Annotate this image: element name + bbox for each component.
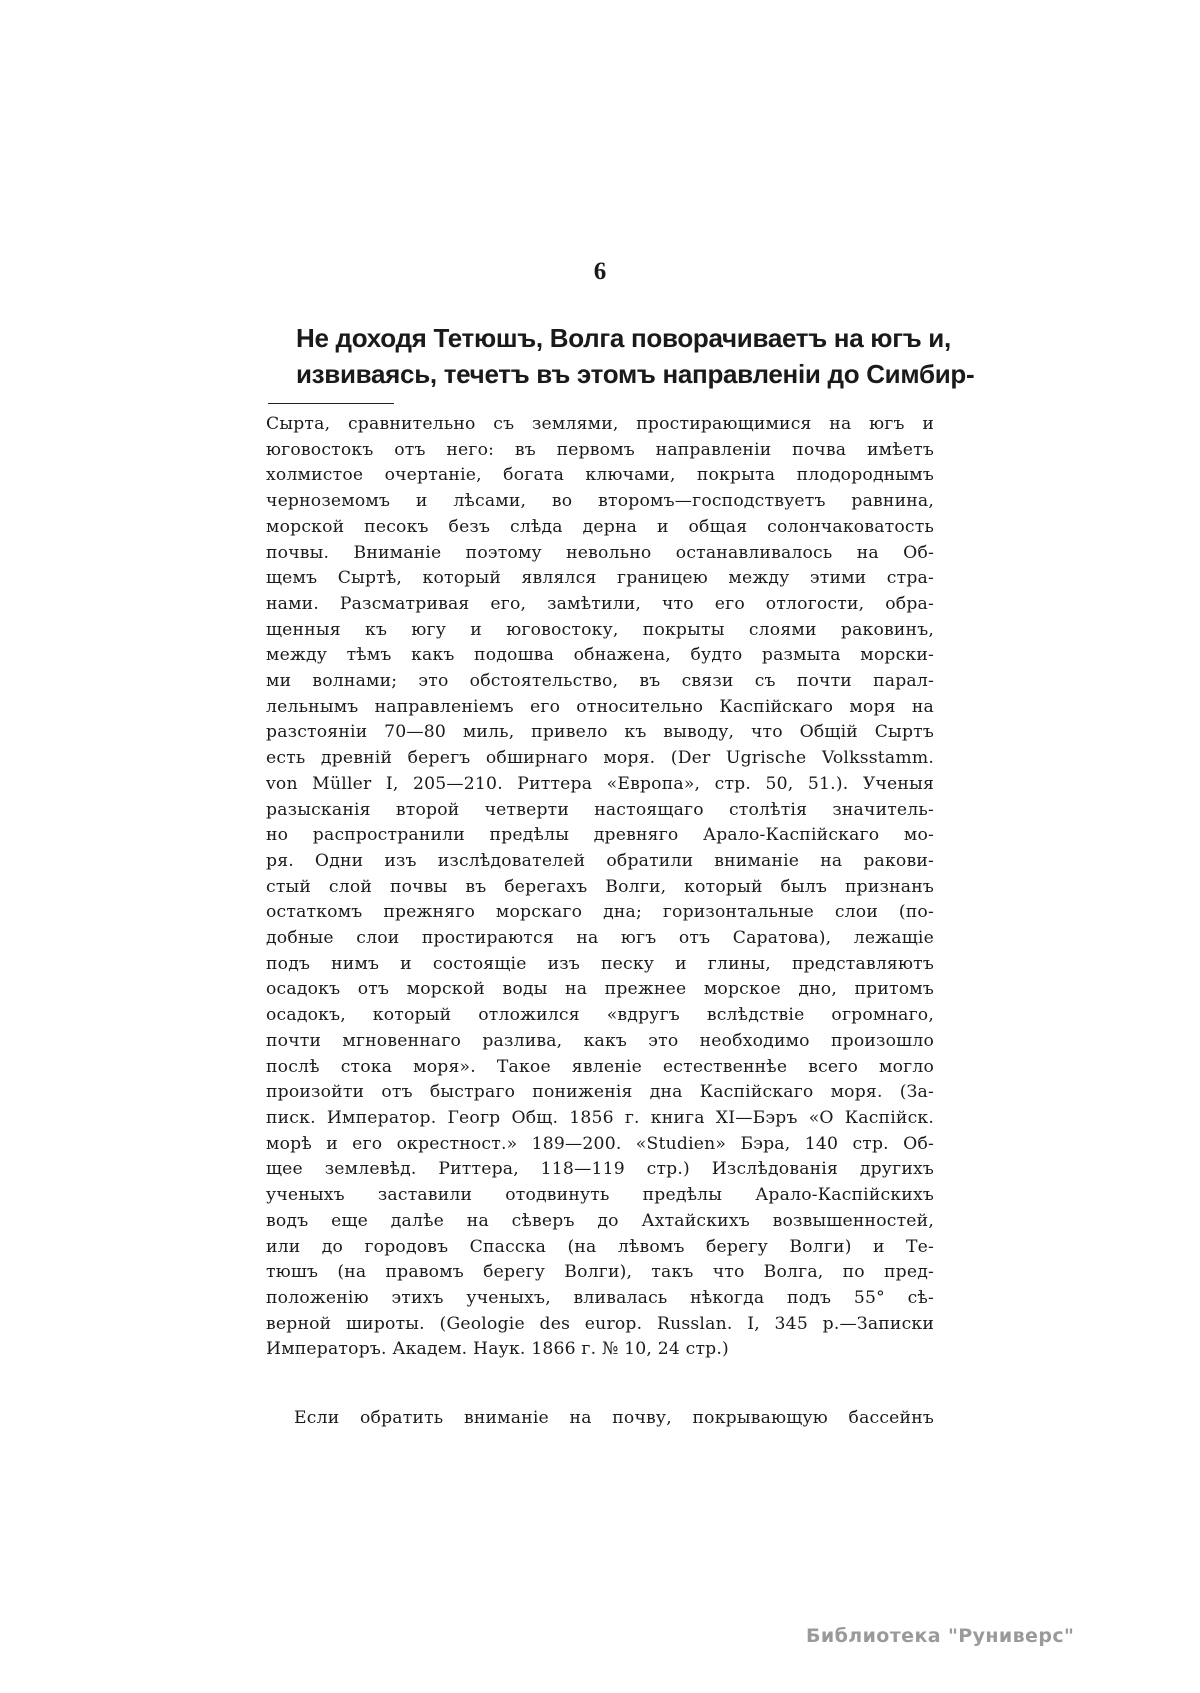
footnote-line: подъ нимъ и состоящіе изъ песку и глины, представляютъ xyxy=(266,953,934,974)
footnote-line: почти мгновеннаго разлива, какъ это необходимо произошло xyxy=(266,1030,934,1051)
footnote-line: добные слои простираются на югъ отъ Саратова), лежащіе xyxy=(266,928,934,949)
footnote-line: есть древній берегъ обширнаго моря. (Der Ugrische Volksstamm. xyxy=(266,748,934,769)
next-paragraph xyxy=(266,1406,934,1432)
footnote-line: щемъ Сыртѣ, который являлся границею между этими стра- xyxy=(266,568,934,589)
footnote-line: юговостокъ отъ него: въ первомъ направленіи почва имѣетъ xyxy=(266,439,934,460)
main-text-line: извиваясь, течетъ въ этомъ направленіи до Симбир- xyxy=(296,359,975,389)
footnote-line: писк. Император. Геогр Общ. 1856 г. книга XI—Бэръ «О Каспійск. xyxy=(266,1107,934,1128)
footnote-line: стый слой почвы въ берегахъ Волги, который былъ признанъ xyxy=(266,876,934,897)
footnote-line: осадокъ, который отложился «вдругъ вслѣдствіе огромнаго, xyxy=(266,1005,934,1026)
footnote-line: щее землевѣд. Риттера, 118—119 стр.) Изслѣдованія другихъ xyxy=(266,1159,934,1180)
footnote-line: положенію этихъ ученыхъ, вливалась нѣкогда подъ 55° сѣ- xyxy=(266,1287,934,1308)
footnote-line: разстояніи 70—80 миль, привело къ выводу, что Общій Сыртъ xyxy=(266,722,934,743)
footnote-line: разысканія второй четверти настоящаго столѣтія значитель- xyxy=(266,799,934,820)
footnote-line: лельнымъ направленіемъ его относительно Каспійскаго моря на xyxy=(266,696,934,717)
main-text-line: Не доходя Тетюшъ, Волга поворачиваетъ на югъ и, xyxy=(296,323,951,353)
footnote-line: Сырта, сравнительно съ землями, простирающимися на югъ и xyxy=(266,414,934,434)
footnote-line: но распространили предѣлы древняго Арало-Каспійскаго мо- xyxy=(266,825,934,846)
paragraph-line: Если обратить вниманіе на почву, покрывающую бассейнъ xyxy=(294,1408,934,1428)
footnote xyxy=(266,412,934,1363)
footnote-line: нами. Разсматривая его, замѣтили, что его отлогости, обра- xyxy=(266,593,934,614)
footnote-line: почвы. Вниманіе поэтому невольно останавливалось на Об- xyxy=(266,542,934,563)
footnote-line: верной широты. (Geologie des europ. Russlan. I, 345 p.—Записки xyxy=(266,1313,934,1334)
footnote-line: щенныя къ югу и юговостоку, покрыты слоями раковинъ, xyxy=(266,619,934,640)
footnote-separator xyxy=(268,403,394,404)
footnote-line: черноземомъ и лѣсами, во второмъ—господствуетъ равнина, xyxy=(266,491,934,512)
footnote-line: von Müller I, 205—210. Риттера «Европа», стр. 50, 51.). Ученыя xyxy=(266,773,934,794)
page-number: 6 xyxy=(593,258,607,285)
footnote-line: между тѣмъ какъ подошва обнажена, будто размыта морски- xyxy=(266,645,934,666)
main-text xyxy=(296,320,975,392)
footnote-line: морской песокъ безъ слѣда дерна и общая солончаковатость xyxy=(266,516,934,537)
footnote-line: тюшъ (на правомъ берегу Волги), такъ что Волга, по пред- xyxy=(266,1262,934,1283)
footnote-line: остаткомъ прежняго морскаго дна; горизонтальные слои (по- xyxy=(266,902,934,923)
footnote-line: Императоръ. Академ. Наук. 1866 г. № 10, 24 стр.) xyxy=(266,1339,729,1360)
footnote-line: ми волнами; это обстоятельство, въ связи съ почти парал- xyxy=(266,671,934,692)
footnote-line: произойти отъ быстраго пониженія дна Каспійскаго моря. (За- xyxy=(266,1082,934,1103)
footnote-line: ря. Одни изъ изслѣдователей обратили вниманіе на ракови- xyxy=(266,850,934,871)
footnote-line: осадокъ отъ морской воды на прежнее морское дно, притомъ xyxy=(266,979,934,1000)
footnote-line: водъ еще далѣе на сѣверъ до Ахтайскихъ возвышенностей, xyxy=(266,1210,934,1231)
library-watermark: Библиотека "Руниверс" xyxy=(806,1625,1075,1647)
footnote-line: или до городовъ Спасска (на лѣвомъ берегу Волги) и Те- xyxy=(266,1236,934,1257)
footnote-line: холмистое очертаніе, богата ключами, покрыта плодороднымъ xyxy=(266,465,934,486)
footnote-line: послѣ стока моря». Такое явленіе естественнѣе всего могло xyxy=(266,1056,934,1077)
footnote-line: морѣ и его окрестност.» 189—200. «Studien» Бэра, 140 стр. Об- xyxy=(266,1133,934,1154)
footnote-line: ученыхъ заставили отодвинуть предѣлы Арало-Каспійскихъ xyxy=(266,1185,934,1206)
